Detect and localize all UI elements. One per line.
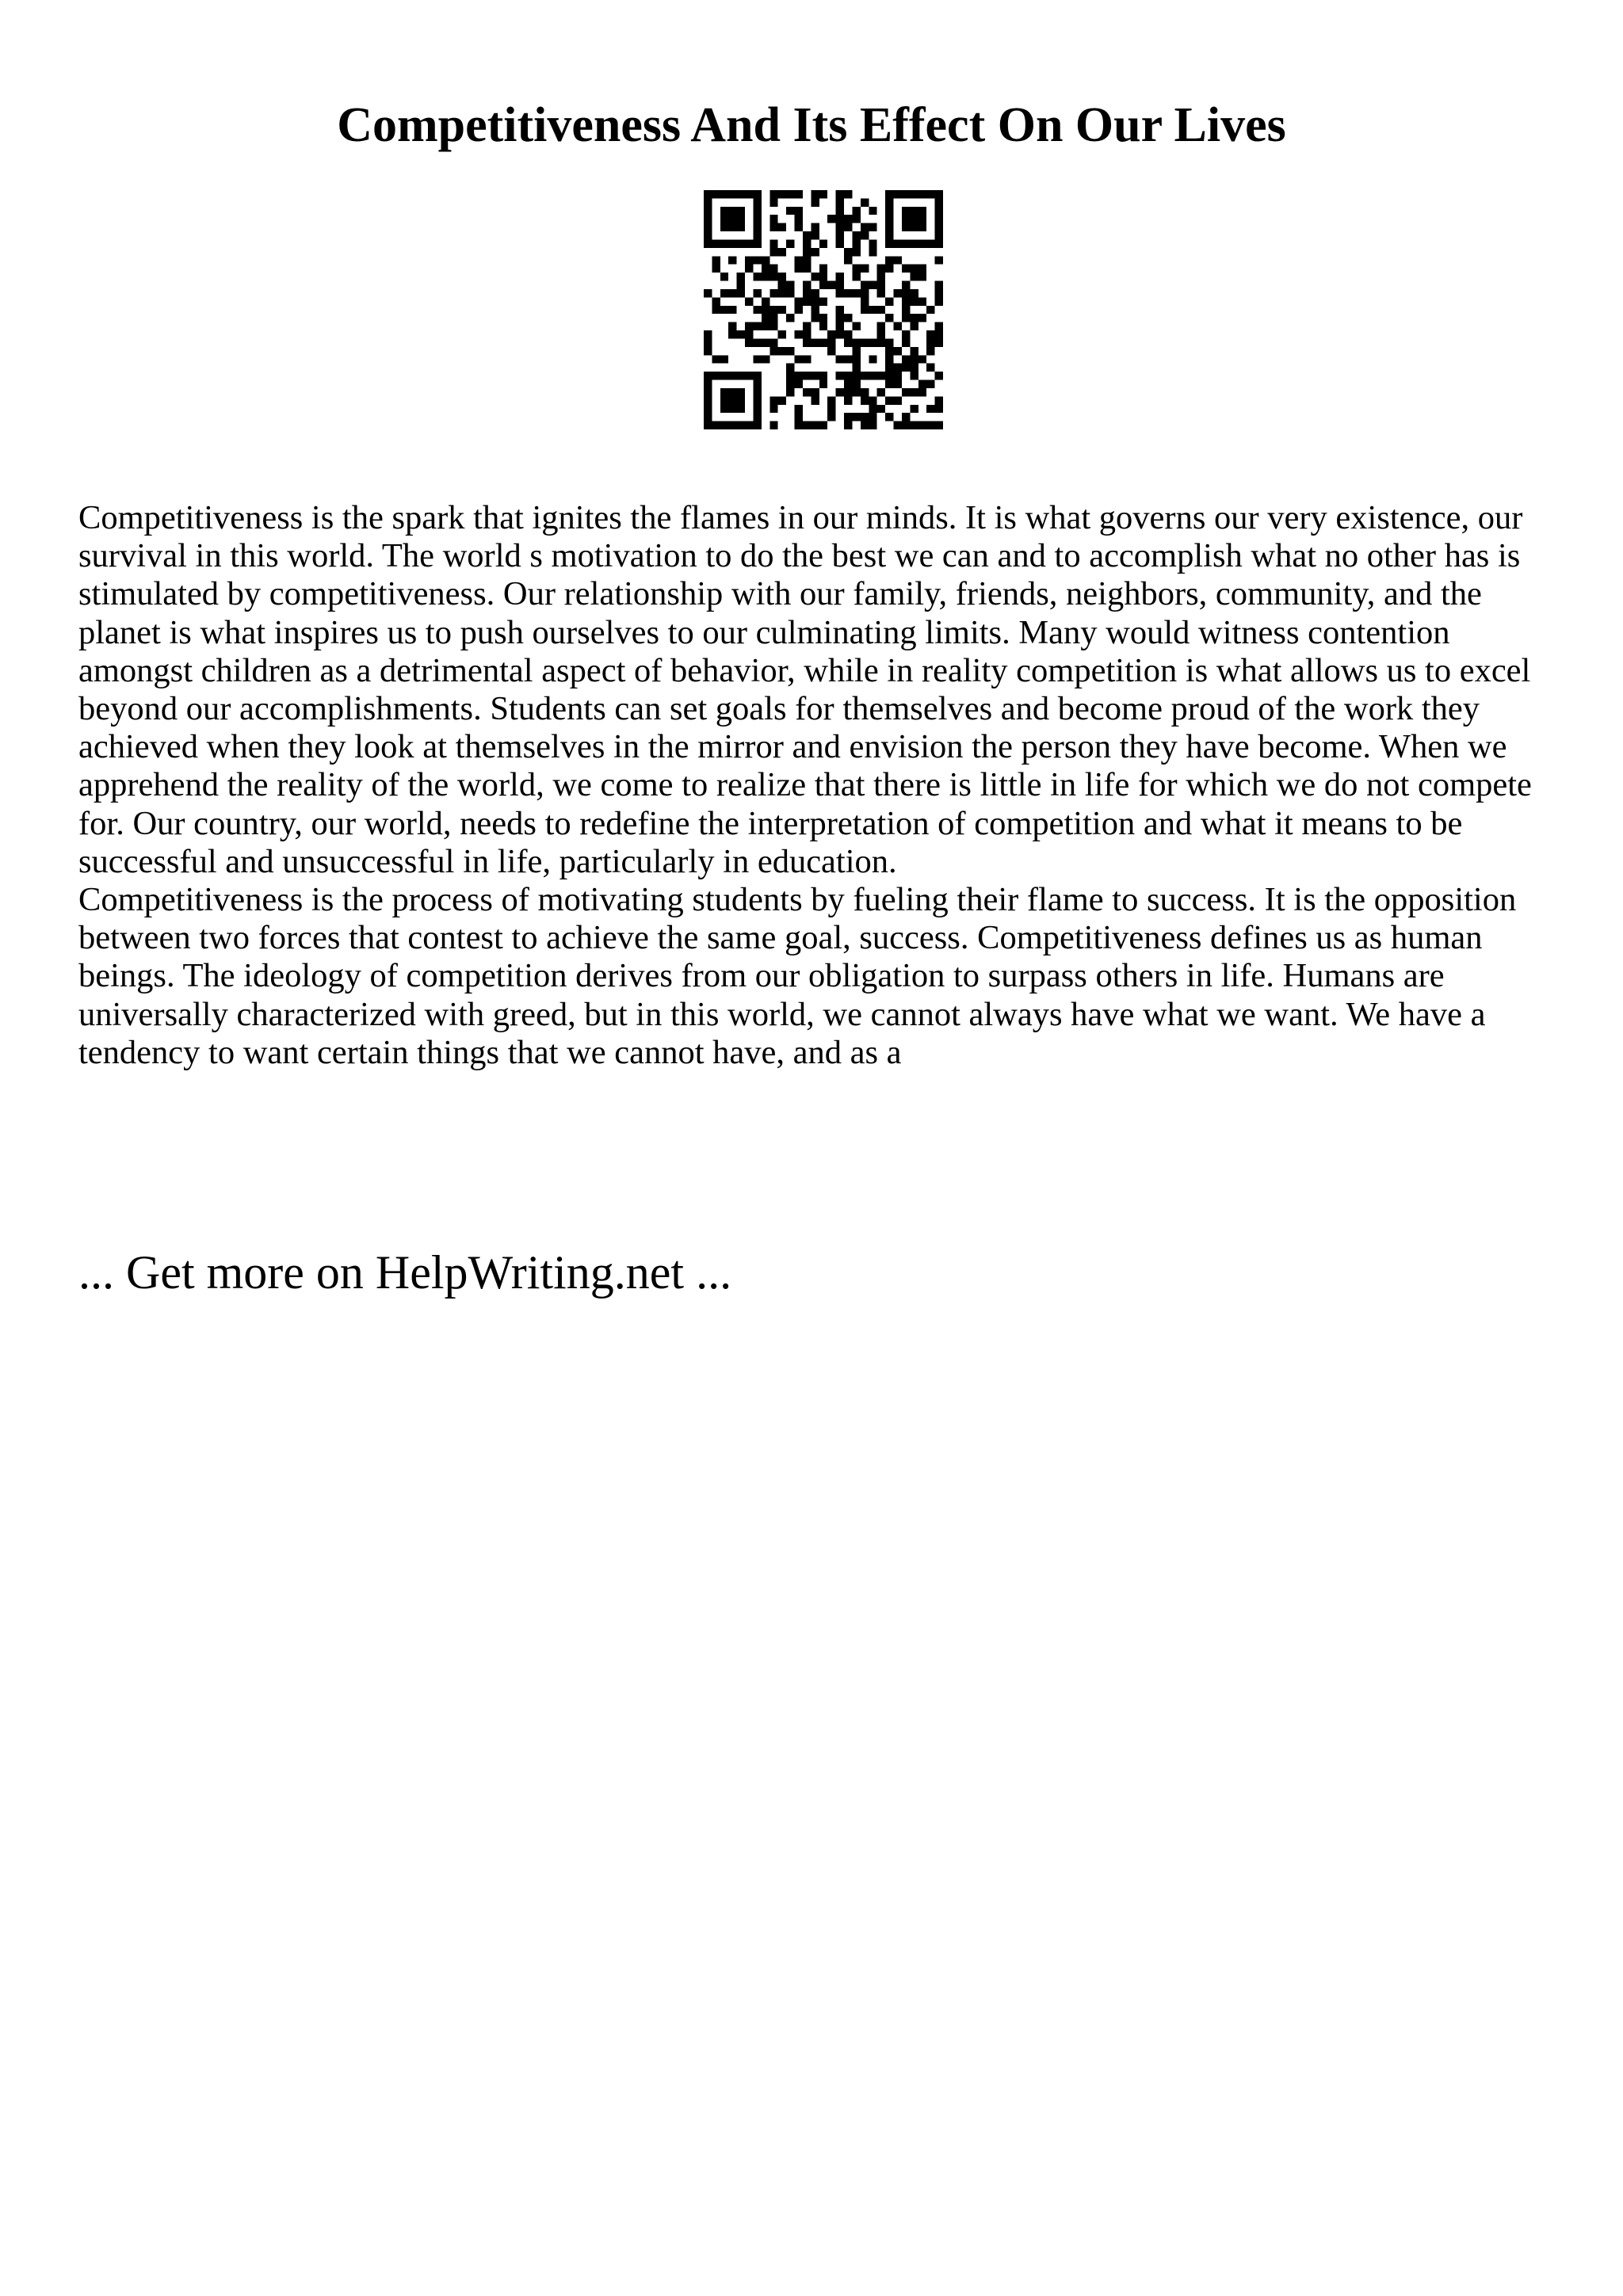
qr-code-graphic bbox=[704, 190, 943, 429]
qr-code-icon[interactable] bbox=[704, 190, 943, 429]
get-more-link[interactable]: ... Get more on HelpWriting.net ... bbox=[78, 1246, 732, 1299]
body-paragraph-1: Competitiveness is the spark that ignites the flames in our minds. It is what governs our very existence, our survival in this world. The world s motivation to do the best we can and to accomplish what no other has is stimulated by competitiveness. Our relationship with our family, friends, neighbors, community, and the planet is what inspires us to push ourselves to our culminating limits. Many would witness contention amongst children as a detrimental aspect of behavior, while in reality competition is what allows us to excel beyond our accomplishments. Students can set goals for themselves and become proud of the work they achieved when they look at themselves in the mirror and envision the person they have become. When we apprehend the reality of the world, we come to realize that there is little in life for which we do not compete for. Our country, our world, needs to redefine the interpretation of competition and what it means to be successful and unsuccessful in life, particularly in education. bbox=[78, 499, 1532, 880]
document-body bbox=[78, 499, 1568, 1072]
document-title: Competitiveness And Its Effect On Our Lives bbox=[337, 98, 1286, 152]
body-paragraph-2: Competitiveness is the process of motivating students by fueling their flame to success. It is the opposition between two forces that contest to achieve the same goal, success. Competitiveness defines us as human beings. The ideology of competition derives from our obligation to surpass others in life. Humans are universally characterized with greed, but in this world, we cannot always have what we want. We have a tendency to want certain things that we cannot have, and as a bbox=[78, 881, 1517, 1071]
